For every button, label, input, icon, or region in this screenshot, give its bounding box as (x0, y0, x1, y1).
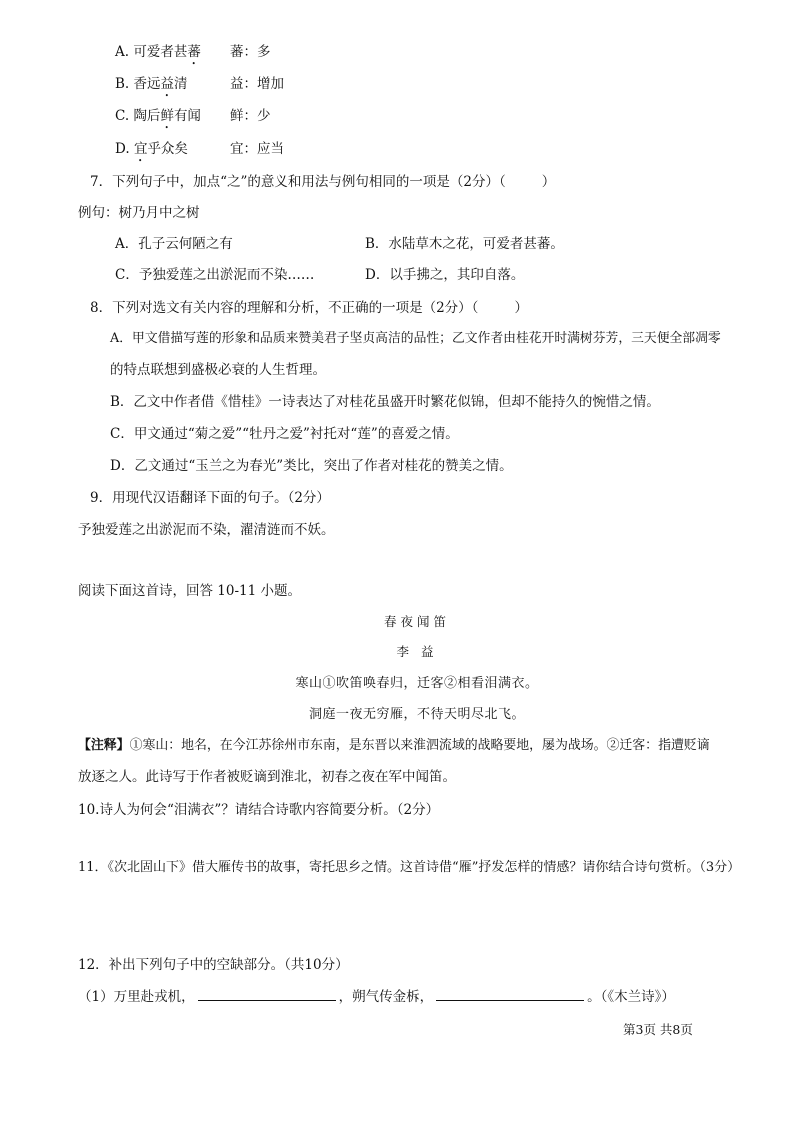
q6-option-a (115, 42, 201, 68)
q11-stem: 11．《次北固山下》借大雁传书的故事，寄托思乡之情。这首诗借“雁”抒发怎样的情感？请你结合诗句赏析。（3分） (78, 860, 741, 875)
q6-gloss-b (230, 74, 284, 94)
dotted-char: 宜 (133, 141, 148, 157)
gloss-text: 增加 (257, 76, 284, 92)
option-letter: A. (115, 44, 130, 60)
poem-intro: 阅读下面这首诗，回答 10-11 小题。 (78, 583, 302, 599)
q7-option-d: D．以手拂之，其印自落。 (365, 267, 525, 283)
q6-gloss-a (230, 42, 271, 62)
poem-author: 李 益 (396, 644, 438, 659)
dotted-char: 益 (160, 76, 175, 92)
q7-option-c: C．予独爱莲之出淤泥而不染…… (115, 267, 315, 283)
option-letter: C. (115, 108, 130, 124)
page-number: 第3页 共8页 (623, 1022, 693, 1037)
poem-note-line-2: 放逐之人。此诗写于作者被贬谪到淮北，初春之夜在军中闻笛。 (78, 769, 456, 785)
option-letter: B. (115, 76, 130, 92)
dotted-char: 蕃 (187, 44, 201, 60)
gloss-text: 应当 (257, 141, 284, 157)
q7-example: 例句：树乃月中之树 (78, 205, 200, 221)
gloss-text: 多 (257, 44, 271, 60)
poem-title: 春夜闻笛 (383, 614, 450, 629)
q8-option-a-cont: 的特点联想到盛极必衰的人生哲理。 (110, 362, 326, 378)
q8-stem (90, 298, 528, 318)
q9-sentence: 予独爱莲之出淤泥而不染，濯清涟而不妖。 (78, 522, 335, 538)
fill-text: （1）万里赴戎机， (78, 989, 195, 1005)
q10-stem: 10.诗人为何会“泪满衣”？请结合诗歌内容简要分析。（2分） (78, 802, 440, 818)
q6-gloss-d (230, 139, 284, 159)
q7-option-a: A．孔子云何陋之有 (115, 236, 233, 252)
q8-option-a: A．甲文借描写莲的形象和品质来赞美君子坚贞高洁的品性；乙文作者由桂花开时满树芬芳，三天便全部凋零 (110, 331, 721, 346)
note-label: 【注释】 (78, 738, 130, 753)
option-phrase-tail: 清 (174, 76, 188, 92)
dotted-char: 鲜 (160, 108, 174, 124)
fill-blank-1[interactable] (198, 986, 336, 1001)
q6-gloss-c (230, 106, 271, 126)
question-text: 8．下列对选文有关内容的理解和分析，不正确的一项是（2分）（ (90, 300, 479, 316)
gloss-label: 蕃： (230, 44, 257, 60)
q6-option-b (115, 74, 188, 100)
fill-text: 。（《木兰诗》） (587, 989, 675, 1005)
q6-option-c (115, 106, 201, 132)
option-phrase: 香远 (133, 76, 161, 92)
option-letter: D. (115, 141, 130, 157)
option-phrase: 可爱者甚 (133, 44, 188, 60)
q8-option-c: C．甲文通过“菊之爱”“牡丹之爱”衬托对“莲”的喜爱之情。 (110, 426, 459, 442)
fill-blank-2[interactable] (436, 986, 584, 1001)
gloss-text: 少 (257, 108, 271, 124)
fill-text: ，朔气传金柝， (338, 989, 434, 1005)
option-phrase-tail: 有闻 (173, 108, 201, 124)
q7-option-b: B．水陆草木之花，可爱者甚蕃。 (365, 236, 564, 252)
note-text: ①寒山：地名，在今江苏徐州市东南，是东晋以来淮泗流域的战略要地，屡为战场。②迁客：指遭贬谪 (129, 738, 710, 753)
poem-line-2: 洞庭一夜无穷雁，不待天明尽北飞。 (308, 707, 525, 722)
poem-note-line-1 (78, 736, 710, 756)
option-phrase-tail: 乎众矣 (147, 141, 188, 157)
option-phrase: 陶后 (133, 108, 161, 124)
answer-paren-close: ） (514, 300, 528, 316)
q8-option-d: D．乙文通过“玉兰之为春光”类比，突出了作者对桂花的赞美之情。 (110, 458, 513, 474)
gloss-label: 益： (230, 76, 257, 92)
q12-line-1 (78, 986, 675, 1007)
q12-stem: 12．补出下列句子中的空缺部分。（共10分） (78, 957, 349, 973)
q9-stem: 9．用现代汉语翻译下面的句子。（2分） (90, 490, 330, 506)
q7-stem (90, 172, 555, 192)
answer-paren-close: ） (541, 174, 556, 190)
poem-line-1: 寒山①吹笛唤春归，迁客②相看泪满衣。 (295, 676, 539, 691)
gloss-label: 宜： (230, 141, 257, 157)
question-text: 7．下列句子中，加点“之”的意义和用法与例句相同的一项是（2分）（ (90, 174, 506, 190)
q8-option-b: B．乙文中作者借《惜桂》一诗表达了对桂花虽盛开时繁花似锦，但却不能持久的惋惜之情。 (110, 394, 660, 410)
q6-option-d (115, 139, 188, 165)
gloss-label: 鲜： (230, 108, 257, 124)
